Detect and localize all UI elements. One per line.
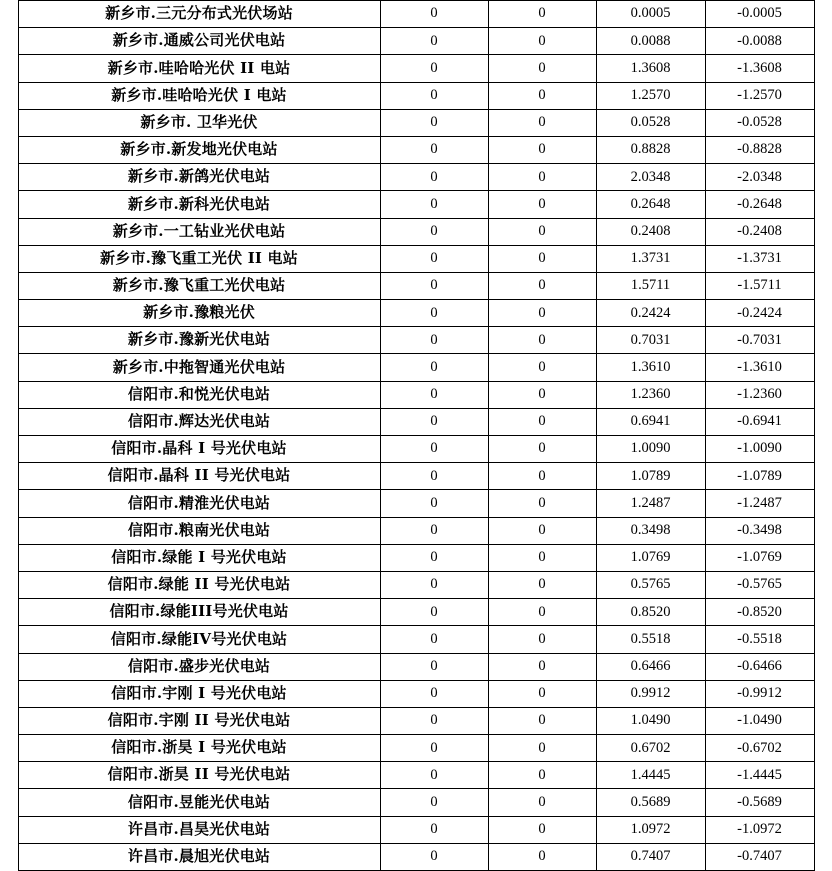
- value-cell-v2: 0: [488, 136, 596, 163]
- station-name-cell: 信阳市.晶科 II 号光伏电站: [18, 463, 380, 490]
- value-cell-v2: 0: [488, 55, 596, 82]
- value-cell-v3: 1.0972: [596, 816, 705, 843]
- table-row: [18, 109, 814, 136]
- station-name-cell: 新乡市.通威公司光伏电站: [18, 28, 380, 55]
- value-cell-v1: 0: [380, 191, 488, 218]
- table-row: [18, 245, 814, 272]
- table-row: [18, 653, 814, 680]
- value-cell-v1: 0: [380, 136, 488, 163]
- value-cell-v2: 0: [488, 1, 596, 28]
- station-name-cell: 信阳市.宇刚 I 号光伏电站: [18, 680, 380, 707]
- station-name-cell: 信阳市.绿能 II 号光伏电站: [18, 571, 380, 598]
- value-cell-v3: 0.2648: [596, 191, 705, 218]
- value-cell-v4: -0.8828: [705, 136, 814, 163]
- value-cell-v3: 0.3498: [596, 517, 705, 544]
- value-cell-v1: 0: [380, 381, 488, 408]
- value-cell-v1: 0: [380, 762, 488, 789]
- table-row: [18, 191, 814, 218]
- value-cell-v4: -0.2408: [705, 218, 814, 245]
- value-cell-v4: -1.4445: [705, 762, 814, 789]
- station-name-cell: 新乡市.哇哈哈光伏 II 电站: [18, 55, 380, 82]
- value-cell-v3: 1.0769: [596, 544, 705, 571]
- station-name-cell: 信阳市.绿能III号光伏电站: [18, 599, 380, 626]
- station-name-cell: 新乡市.三元分布式光伏场站: [18, 1, 380, 28]
- station-name-cell: 新乡市. 卫华光伏: [18, 109, 380, 136]
- table-row: [18, 544, 814, 571]
- value-cell-v4: -1.3610: [705, 354, 814, 381]
- value-cell-v2: 0: [488, 571, 596, 598]
- table-row: [18, 164, 814, 191]
- value-cell-v1: 0: [380, 164, 488, 191]
- value-cell-v3: 0.8520: [596, 599, 705, 626]
- value-cell-v3: 0.6702: [596, 735, 705, 762]
- value-cell-v3: 0.7031: [596, 327, 705, 354]
- table-row: [18, 28, 814, 55]
- table-row: [18, 82, 814, 109]
- value-cell-v3: 0.2424: [596, 300, 705, 327]
- value-cell-v1: 0: [380, 1, 488, 28]
- value-cell-v2: 0: [488, 599, 596, 626]
- value-cell-v4: -1.5711: [705, 272, 814, 299]
- value-cell-v1: 0: [380, 28, 488, 55]
- value-cell-v4: -0.8520: [705, 599, 814, 626]
- table-row: [18, 463, 814, 490]
- value-cell-v1: 0: [380, 82, 488, 109]
- value-cell-v1: 0: [380, 300, 488, 327]
- value-cell-v4: -0.5518: [705, 626, 814, 653]
- value-cell-v1: 0: [380, 436, 488, 463]
- value-cell-v4: -0.9912: [705, 680, 814, 707]
- value-cell-v2: 0: [488, 816, 596, 843]
- station-name-cell: 信阳市.浙昊 I 号光伏电站: [18, 735, 380, 762]
- station-name-cell: 新乡市.中拖智通光伏电站: [18, 354, 380, 381]
- power-station-table: [18, 0, 815, 871]
- value-cell-v1: 0: [380, 109, 488, 136]
- table-row: [18, 408, 814, 435]
- value-cell-v4: -0.3498: [705, 517, 814, 544]
- station-name-cell: 新乡市.新鸽光伏电站: [18, 164, 380, 191]
- station-name-cell: 新乡市.豫飞重工光伏 II 电站: [18, 245, 380, 272]
- station-name-cell: 许昌市.晨旭光伏电站: [18, 843, 380, 870]
- value-cell-v3: 0.8828: [596, 136, 705, 163]
- value-cell-v4: -0.7031: [705, 327, 814, 354]
- table-row: [18, 490, 814, 517]
- value-cell-v4: -1.2487: [705, 490, 814, 517]
- table-row: [18, 816, 814, 843]
- value-cell-v4: -0.0088: [705, 28, 814, 55]
- value-cell-v3: 1.2487: [596, 490, 705, 517]
- value-cell-v2: 0: [488, 436, 596, 463]
- value-cell-v2: 0: [488, 245, 596, 272]
- value-cell-v1: 0: [380, 626, 488, 653]
- value-cell-v3: 1.2360: [596, 381, 705, 408]
- station-name-cell: 信阳市.绿能IV号光伏电站: [18, 626, 380, 653]
- table-row: [18, 680, 814, 707]
- value-cell-v4: -0.2424: [705, 300, 814, 327]
- table-row: [18, 517, 814, 544]
- value-cell-v2: 0: [488, 218, 596, 245]
- value-cell-v2: 0: [488, 490, 596, 517]
- station-name-cell: 信阳市.粮南光伏电站: [18, 517, 380, 544]
- value-cell-v2: 0: [488, 354, 596, 381]
- table-row: [18, 789, 814, 816]
- value-cell-v4: -0.2648: [705, 191, 814, 218]
- station-name-cell: 信阳市.辉达光伏电站: [18, 408, 380, 435]
- table-row: [18, 300, 814, 327]
- station-name-cell: 信阳市.宇刚 II 号光伏电站: [18, 707, 380, 734]
- value-cell-v4: -1.0972: [705, 816, 814, 843]
- value-cell-v3: 0.0088: [596, 28, 705, 55]
- value-cell-v3: 0.5689: [596, 789, 705, 816]
- station-name-cell: 信阳市.绿能 I 号光伏电站: [18, 544, 380, 571]
- value-cell-v4: -0.5689: [705, 789, 814, 816]
- value-cell-v3: 0.9912: [596, 680, 705, 707]
- value-cell-v1: 0: [380, 599, 488, 626]
- value-cell-v3: 2.0348: [596, 164, 705, 191]
- station-name-cell: 新乡市.豫飞重工光伏电站: [18, 272, 380, 299]
- value-cell-v1: 0: [380, 490, 488, 517]
- value-cell-v1: 0: [380, 517, 488, 544]
- station-name-cell: 信阳市.和悦光伏电站: [18, 381, 380, 408]
- station-name-cell: 新乡市.新发地光伏电站: [18, 136, 380, 163]
- value-cell-v1: 0: [380, 55, 488, 82]
- value-cell-v4: -0.6941: [705, 408, 814, 435]
- table-row: [18, 436, 814, 463]
- value-cell-v3: 0.5765: [596, 571, 705, 598]
- value-cell-v1: 0: [380, 735, 488, 762]
- table-row: [18, 1, 814, 28]
- value-cell-v1: 0: [380, 653, 488, 680]
- station-name-cell: 信阳市.昱能光伏电站: [18, 789, 380, 816]
- value-cell-v3: 1.3731: [596, 245, 705, 272]
- value-cell-v4: -1.2570: [705, 82, 814, 109]
- value-cell-v4: -0.6702: [705, 735, 814, 762]
- value-cell-v4: -0.7407: [705, 843, 814, 870]
- value-cell-v3: 1.0090: [596, 436, 705, 463]
- table-row: [18, 626, 814, 653]
- value-cell-v1: 0: [380, 245, 488, 272]
- station-name-cell: 信阳市.盛步光伏电站: [18, 653, 380, 680]
- value-cell-v2: 0: [488, 762, 596, 789]
- value-cell-v2: 0: [488, 109, 596, 136]
- value-cell-v1: 0: [380, 354, 488, 381]
- value-cell-v4: -1.2360: [705, 381, 814, 408]
- value-cell-v3: 0.5518: [596, 626, 705, 653]
- value-cell-v4: -1.0090: [705, 436, 814, 463]
- table-row: [18, 327, 814, 354]
- value-cell-v3: 0.6466: [596, 653, 705, 680]
- value-cell-v3: 1.5711: [596, 272, 705, 299]
- value-cell-v3: 0.0528: [596, 109, 705, 136]
- value-cell-v3: 1.2570: [596, 82, 705, 109]
- value-cell-v2: 0: [488, 653, 596, 680]
- station-name-cell: 新乡市.豫新光伏电站: [18, 327, 380, 354]
- value-cell-v1: 0: [380, 680, 488, 707]
- table-row: [18, 599, 814, 626]
- table-row: [18, 136, 814, 163]
- value-cell-v2: 0: [488, 28, 596, 55]
- station-name-cell: 新乡市.哇哈哈光伏 I 电站: [18, 82, 380, 109]
- value-cell-v4: -1.0769: [705, 544, 814, 571]
- value-cell-v2: 0: [488, 544, 596, 571]
- value-cell-v1: 0: [380, 544, 488, 571]
- value-cell-v2: 0: [488, 191, 596, 218]
- value-cell-v1: 0: [380, 816, 488, 843]
- table-row: [18, 571, 814, 598]
- value-cell-v2: 0: [488, 789, 596, 816]
- value-cell-v2: 0: [488, 381, 596, 408]
- value-cell-v2: 0: [488, 626, 596, 653]
- value-cell-v2: 0: [488, 735, 596, 762]
- value-cell-v4: -2.0348: [705, 164, 814, 191]
- value-cell-v1: 0: [380, 327, 488, 354]
- station-name-cell: 许昌市.昌昊光伏电站: [18, 816, 380, 843]
- value-cell-v2: 0: [488, 408, 596, 435]
- value-cell-v1: 0: [380, 707, 488, 734]
- table-row: [18, 218, 814, 245]
- value-cell-v1: 0: [380, 272, 488, 299]
- value-cell-v3: 0.2408: [596, 218, 705, 245]
- value-cell-v3: 1.4445: [596, 762, 705, 789]
- value-cell-v1: 0: [380, 218, 488, 245]
- value-cell-v4: -1.0490: [705, 707, 814, 734]
- table-row: [18, 354, 814, 381]
- station-name-cell: 新乡市.新科光伏电站: [18, 191, 380, 218]
- value-cell-v1: 0: [380, 789, 488, 816]
- station-name-cell: 信阳市.精淮光伏电站: [18, 490, 380, 517]
- value-cell-v3: 1.0490: [596, 707, 705, 734]
- value-cell-v4: -1.3608: [705, 55, 814, 82]
- value-cell-v1: 0: [380, 571, 488, 598]
- table-body: [18, 1, 814, 871]
- value-cell-v1: 0: [380, 408, 488, 435]
- value-cell-v2: 0: [488, 272, 596, 299]
- value-cell-v4: -0.5765: [705, 571, 814, 598]
- value-cell-v3: 1.0789: [596, 463, 705, 490]
- station-name-cell: 信阳市.晶科 I 号光伏电站: [18, 436, 380, 463]
- value-cell-v2: 0: [488, 327, 596, 354]
- value-cell-v2: 0: [488, 82, 596, 109]
- value-cell-v3: 0.7407: [596, 843, 705, 870]
- value-cell-v3: 1.3610: [596, 354, 705, 381]
- value-cell-v4: -0.6466: [705, 653, 814, 680]
- value-cell-v3: 0.6941: [596, 408, 705, 435]
- value-cell-v2: 0: [488, 680, 596, 707]
- value-cell-v1: 0: [380, 843, 488, 870]
- value-cell-v4: -0.0005: [705, 1, 814, 28]
- table-row: [18, 707, 814, 734]
- value-cell-v2: 0: [488, 463, 596, 490]
- value-cell-v4: -1.0789: [705, 463, 814, 490]
- value-cell-v3: 1.3608: [596, 55, 705, 82]
- value-cell-v2: 0: [488, 164, 596, 191]
- value-cell-v2: 0: [488, 843, 596, 870]
- table-row: [18, 381, 814, 408]
- value-cell-v3: 0.0005: [596, 1, 705, 28]
- station-name-cell: 新乡市.一工钻业光伏电站: [18, 218, 380, 245]
- value-cell-v2: 0: [488, 300, 596, 327]
- table-row: [18, 55, 814, 82]
- table-row: [18, 272, 814, 299]
- table-row: [18, 735, 814, 762]
- value-cell-v1: 0: [380, 463, 488, 490]
- station-name-cell: 新乡市.豫粮光伏: [18, 300, 380, 327]
- station-name-cell: 信阳市.浙昊 II 号光伏电站: [18, 762, 380, 789]
- value-cell-v4: -1.3731: [705, 245, 814, 272]
- table-row: [18, 762, 814, 789]
- value-cell-v2: 0: [488, 517, 596, 544]
- value-cell-v4: -0.0528: [705, 109, 814, 136]
- value-cell-v2: 0: [488, 707, 596, 734]
